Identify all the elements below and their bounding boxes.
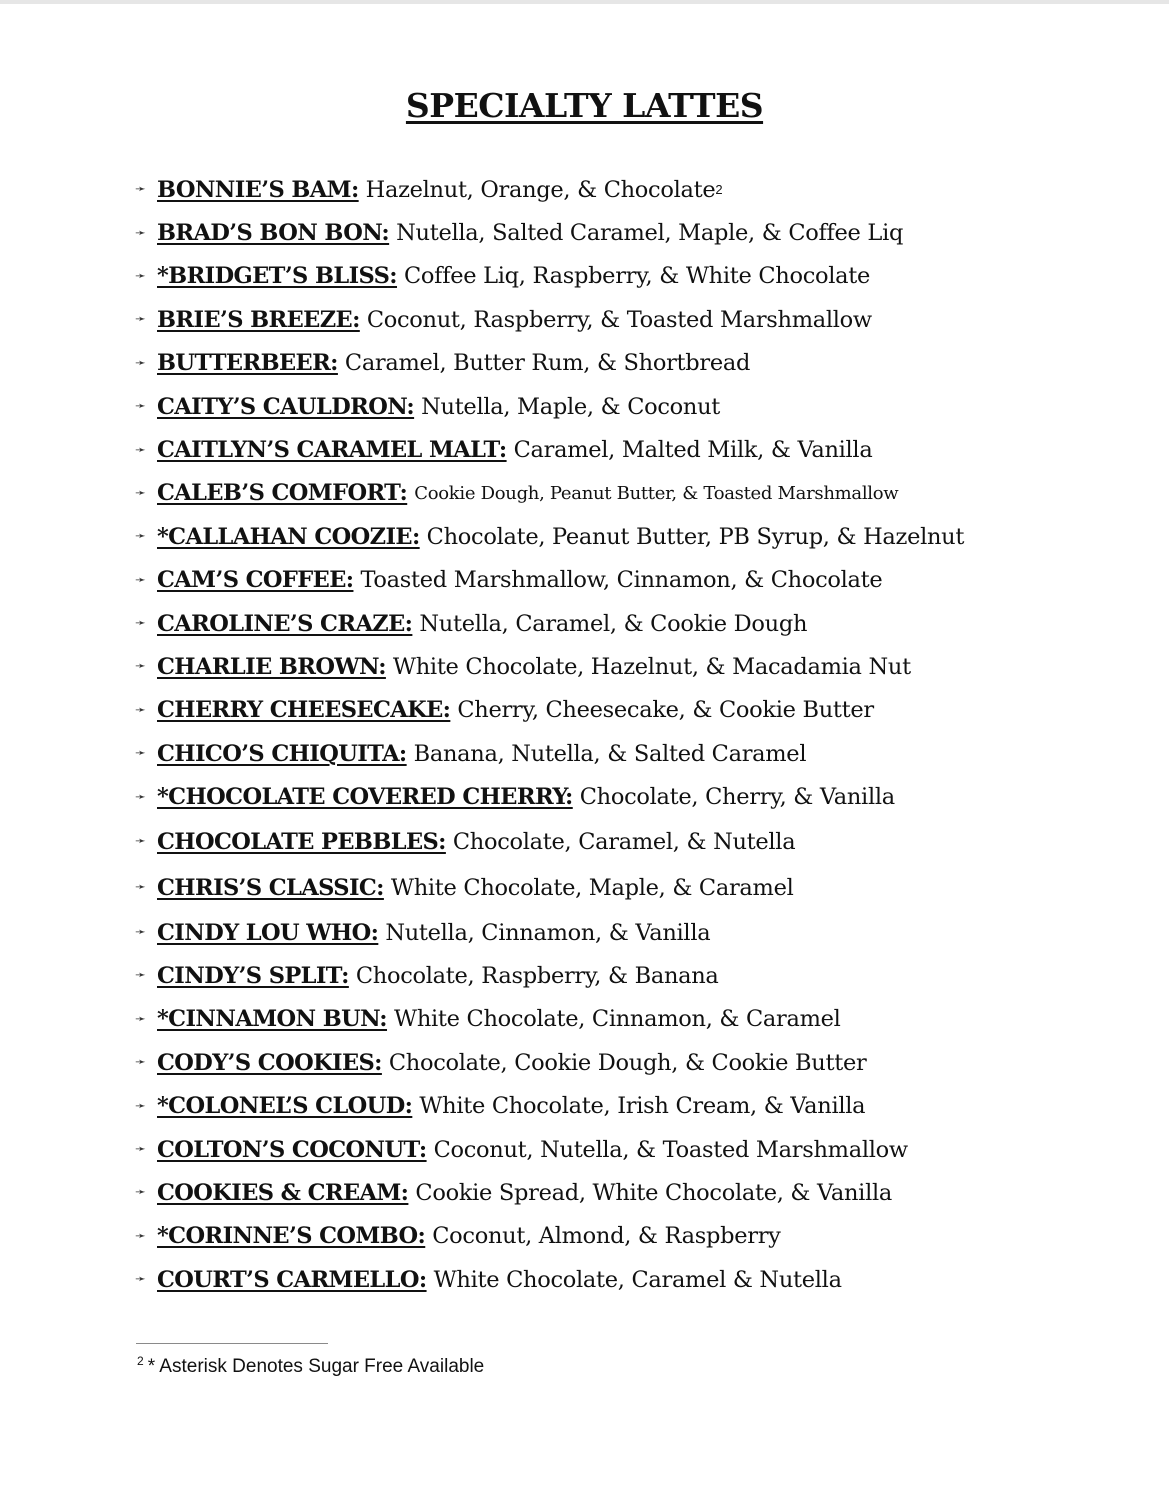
item-description: Coconut, Almond, & Raspberry [432,1223,781,1250]
item-description: White Chocolate, Hazelnut, & Macadamia Nut [392,653,911,680]
menu-item [135,385,1145,428]
item-name: CHARLIE BROWN: [157,653,386,680]
menu-item [135,255,1145,298]
item-description: Caramel, Malted Milk, & Vanilla [513,437,873,464]
menu-item [135,865,1145,911]
menu-item [135,1084,1145,1127]
item-description: Hazelnut, Orange, & Chocolate [365,176,716,203]
menu-item [135,211,1145,254]
arrow-bullet-icon: ➛ [135,312,146,328]
menu-item [135,819,1145,865]
menu-item [135,1215,1145,1258]
arrow-bullet-icon: ➛ [135,880,146,896]
item-name: BONNIE’S BAM: [157,176,359,203]
item-description: Banana, Nutella, & Salted Caramel [413,740,807,767]
item-description: Chocolate, Cherry, & Vanilla [579,784,895,811]
item-description: Cherry, Cheesecake, & Cookie Butter [457,697,874,724]
item-name: BRIE’S BREEZE: [157,306,360,333]
item-name: CHERRY CHEESECAKE: [157,697,451,724]
item-description: Nutella, Maple, & Coconut [421,393,721,420]
arrow-bullet-icon: ➛ [135,1098,146,1114]
item-name: CAROLINE’S CRAZE: [157,610,413,637]
item-name: *BRIDGET’S BLISS: [157,263,398,290]
arrow-bullet-icon: ➛ [135,442,146,458]
item-description: White Chocolate, Maple, & Caramel [390,874,794,901]
menu-item [135,515,1145,558]
item-description: Chocolate, Cookie Dough, & Cookie Butter [388,1049,867,1076]
arrow-bullet-icon: ➛ [135,616,146,632]
footnote [137,1353,485,1378]
arrow-bullet-icon: ➛ [135,702,146,718]
item-name: BRAD’S BON BON: [157,220,390,247]
item-name: *CHOCOLATE COVERED CHERRY: [157,784,573,811]
arrow-bullet-icon: ➛ [135,1142,146,1157]
page-top-border [0,0,1169,4]
arrow-bullet-icon: ➛ [135,572,146,588]
item-description: Cookie Dough, Peanut Butter, & Toasted Marshmallow [414,482,899,504]
arrow-bullet-icon: ➛ [135,834,146,850]
footnote-text: * Asterisk Denotes Sugar Free Available [147,1356,485,1377]
item-description: Coconut, Raspberry, & Toasted Marshmallow [366,306,872,333]
arrow-bullet-icon: ➛ [135,1011,146,1027]
menu-item [135,342,1145,385]
arrow-bullet-icon: ➛ [135,789,146,805]
menu-item [135,775,1145,818]
item-name: COOKIES & CREAM: [157,1179,409,1206]
footnote-mark: 2 [137,1353,144,1368]
item-description: Toasted Marshmallow, Cinnamon, & Chocolate [360,567,883,594]
menu-item [135,954,1145,997]
item-description: Cookie Spread, White Chocolate, & Vanilla [415,1179,892,1206]
item-name: CHICO’S CHIQUITA: [157,740,407,767]
item-name: CHRIS’S CLASSIC: [157,874,384,901]
item-description: Chocolate, Caramel, & Nutella [452,828,796,855]
item-name: CHOCOLATE PEBBLES: [157,828,446,855]
menu-item [135,732,1145,775]
arrow-bullet-icon: ➛ [135,925,146,941]
item-name: CALEB’S COMFORT: [157,480,408,507]
arrow-bullet-icon: ➛ [135,268,146,284]
item-description: Nutella, Salted Caramel, Maple, & Coffee Liq [396,220,904,247]
arrow-bullet-icon: ➛ [135,746,146,762]
arrow-bullet-icon: ➛ [135,1055,146,1071]
item-name: COLTON’S COCONUT: [157,1136,427,1163]
item-description: Caramel, Butter Rum, & Shortbread [344,350,751,377]
menu-item [135,298,1145,341]
menu-item [135,689,1145,732]
menu-item [135,998,1145,1041]
item-name: *CINNAMON BUN: [157,1006,388,1033]
item-name: COURT’S CARMELLO: [157,1266,427,1293]
menu-item [135,1258,1145,1301]
footnote-divider [136,1343,328,1344]
menu-item [135,472,1145,515]
arrow-bullet-icon: ➛ [135,485,146,501]
item-name: CODY’S COOKIES: [157,1049,382,1076]
page-title: SPECIALTY LATTES [405,86,764,125]
item-name: *CALLAHAN COOZIE: [157,523,420,550]
menu-item [135,911,1145,954]
menu-item [135,1041,1145,1084]
item-description: Nutella, Cinnamon, & Vanilla [385,919,711,946]
arrow-bullet-icon: ➛ [135,1272,146,1288]
menu-item [135,559,1145,602]
item-name: *CORINNE’S COMBO: [157,1223,426,1250]
item-description: White Chocolate, Cinnamon, & Caramel [394,1006,841,1033]
menu-item: ➛ BONNIE’S BAM: Hazelnut, Orange, & Chocolate 2 [135,176,723,203]
arrow-bullet-icon: ➛ [135,399,146,415]
item-description: White Chocolate, Caramel & Nutella [433,1266,842,1293]
latte-menu-list [135,168,1145,1301]
item-name: CAITLYN’S CARAMEL MALT: [157,437,507,464]
arrow-bullet-icon: ➛ [135,182,146,198]
menu-item [135,1171,1145,1214]
menu-item [135,1128,1145,1171]
arrow-bullet-icon: ➛ [135,225,146,241]
arrow-bullet-icon: ➛ [135,968,146,984]
item-name: CAITY’S CAULDRON: [157,393,415,420]
arrow-bullet-icon: ➛ [135,1185,146,1201]
arrow-bullet-icon: ➛ [135,355,146,371]
item-description: Chocolate, Peanut Butter, PB Syrup, & Hazelnut [426,523,965,550]
item-name: *COLONEL’S CLOUD: [157,1093,413,1120]
arrow-bullet-icon: ➛ [135,659,146,675]
menu-item [135,645,1145,688]
arrow-bullet-icon: ➛ [135,1228,146,1244]
menu-item [135,428,1145,471]
item-description: Coconut, Nutella, & Toasted Marshmallow [433,1136,908,1163]
item-name: CAM’S COFFEE: [157,567,354,594]
item-name: BUTTERBEER: [157,350,338,377]
item-description: Coffee Liq, Raspberry, & White Chocolate [404,263,871,290]
arrow-bullet-icon: ➛ [135,529,146,545]
item-description: Chocolate, Raspberry, & Banana [355,962,719,989]
menu-item [135,602,1145,645]
item-name: CINDY’S SPLIT: [157,962,349,989]
item-name: CINDY LOU WHO: [157,919,379,946]
item-description: Nutella, Caramel, & Cookie Dough [419,610,808,637]
item-description: White Chocolate, Irish Cream, & Vanilla [419,1093,866,1120]
